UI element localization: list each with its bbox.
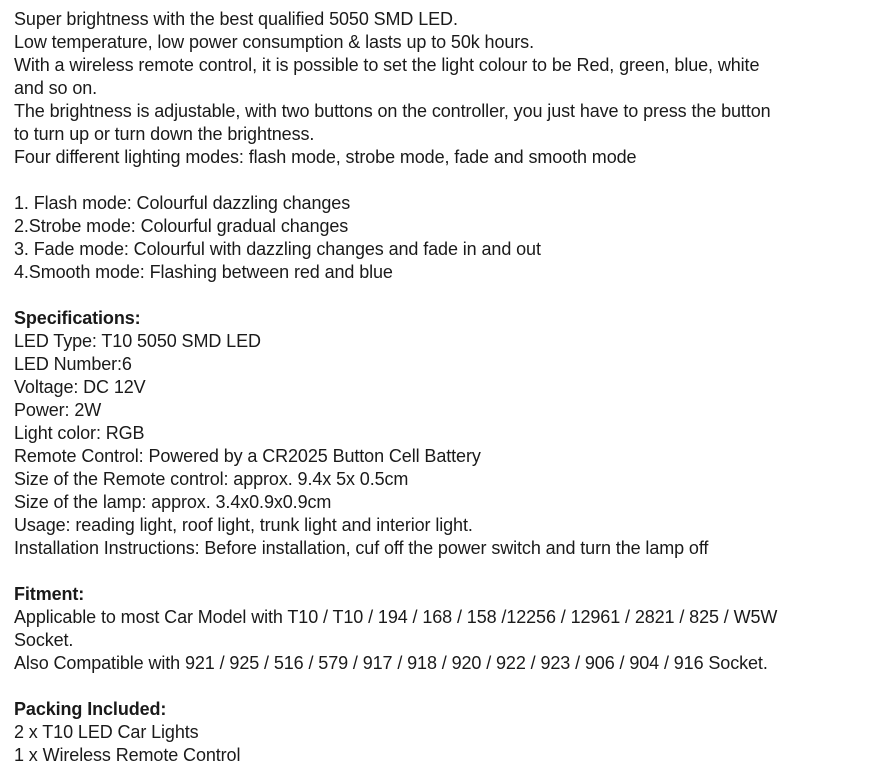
text-line: Applicable to most Car Model with T10 / T10 / 194 / 168 / 158 /12256 / 12961 / 2821 / 825 / W5W <box>14 607 778 627</box>
text-line: Installation Instructions: Before installation, cuf off the power switch and turn the lamp off <box>14 538 709 558</box>
text-line: LED Type: T10 5050 SMD LED <box>14 331 261 351</box>
blank-line <box>14 560 880 583</box>
text-line: Super brightness with the best qualified 5050 SMD LED. <box>14 9 458 29</box>
text-line: Low temperature, low power consumption & lasts up to 50k hours. <box>14 32 534 52</box>
text-line: Remote Control: Powered by a CR2025 Button Cell Battery <box>14 446 481 466</box>
text-line: The brightness is adjustable, with two buttons on the controller, you just have to press the button <box>14 101 771 121</box>
text-line: With a wireless remote control, it is possible to set the light colour to be Red, green, blue, white <box>14 55 760 75</box>
section-heading: Packing Included: <box>14 699 167 719</box>
text-line: 1. Flash mode: Colourful dazzling changes <box>14 193 351 213</box>
text-line: Socket. <box>14 630 74 650</box>
blank-line <box>14 675 880 698</box>
section-heading: Specifications: <box>14 308 141 328</box>
text-line: LED Number:6 <box>14 354 132 374</box>
section-heading: Fitment: <box>14 584 85 604</box>
text-line: Power: 2W <box>14 400 102 420</box>
blank-line <box>14 284 880 307</box>
text-line: 2.Strobe mode: Colourful gradual changes <box>14 216 349 236</box>
text-line: Voltage: DC 12V <box>14 377 146 397</box>
text-line: Size of the Remote control: approx. 9.4x 5x 0.5cm <box>14 469 409 489</box>
blank-line <box>14 169 880 192</box>
text-line: 3. Fade mode: Colourful with dazzling changes and fade in and out <box>14 239 541 259</box>
text-line: to turn up or turn down the brightness. <box>14 124 315 144</box>
text-line: 1 x Wireless Remote Control <box>14 745 241 765</box>
text-line: 2 x T10 LED Car Lights <box>14 722 199 742</box>
text-line: Light color: RGB <box>14 423 145 443</box>
text-line: Four different lighting modes: flash mode, strobe mode, fade and smooth mode <box>14 147 637 167</box>
text-line: Usage: reading light, roof light, trunk light and interior light. <box>14 515 473 535</box>
text-line: 4.Smooth mode: Flashing between red and blue <box>14 262 393 282</box>
text-line: and so on. <box>14 78 98 98</box>
text-line: Also Compatible with 921 / 925 / 516 / 579 / 917 / 918 / 920 / 922 / 923 / 906 / 904 / 916 Socket. <box>14 653 768 673</box>
text-line: Size of the lamp: approx. 3.4x0.9x0.9cm <box>14 492 332 512</box>
